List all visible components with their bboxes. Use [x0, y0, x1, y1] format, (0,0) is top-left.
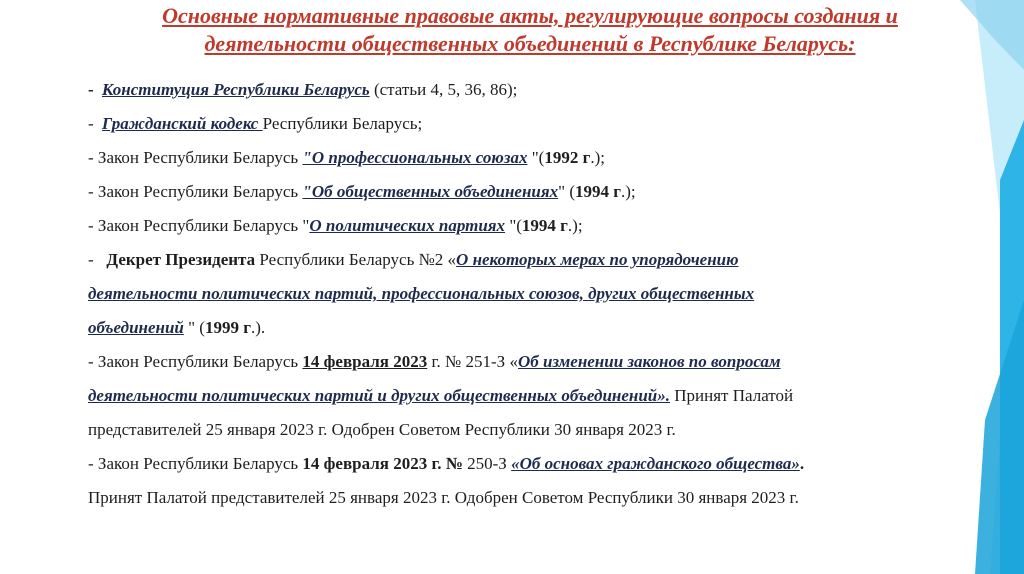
list-item-decree-line-1	[88, 250, 988, 284]
list-item-political-parties-law	[88, 216, 988, 250]
title-line-2: деятельности общественных объединений в Республике Беларусь:	[204, 31, 856, 56]
act-prefix: Республики Беларусь №2 «	[255, 250, 457, 269]
act-name-part-2: деятельности политических партий и других общественных объединений».	[88, 386, 671, 405]
act-end: .).	[250, 318, 266, 337]
list-item-law-251-line-2	[88, 386, 988, 420]
list-item-law-250-line-1	[88, 454, 988, 488]
list-dash: -	[88, 250, 94, 269]
act-end: .);	[620, 182, 636, 201]
list-item-decree-line-3	[88, 318, 988, 352]
list-dash: -	[88, 454, 94, 473]
list-dash: -	[88, 216, 94, 235]
act-adoption-details: представителей 25 января 2023 г. Одобрен Советом Республики 30 января 2023 г.	[88, 420, 676, 439]
act-name: О политических партиях	[309, 216, 506, 235]
act-end: .	[799, 454, 805, 473]
act-adoption-details: Принят Палатой представителей 25 января 2023 г. Одобрен Советом Республики 30 января 2023 г.	[88, 488, 799, 507]
act-details: Республики Беларусь;	[262, 114, 423, 133]
act-prefix: Закон Республики Беларусь	[93, 182, 303, 201]
act-year: 1992 г	[544, 148, 591, 167]
act-sep: " (	[558, 182, 575, 201]
act-prefix: Закон Республики Беларусь "	[93, 216, 310, 235]
act-sep: "(	[505, 216, 522, 235]
act-prefix: Закон Республики Беларусь	[93, 352, 303, 371]
act-name: Гражданский кодекс	[101, 114, 263, 133]
act-details: (статьи 4, 5, 36, 86);	[369, 80, 518, 99]
act-number: г. № 251-З «	[427, 352, 518, 371]
list-dash: -	[88, 114, 94, 133]
act-prefix: Закон Республики Беларусь	[93, 454, 303, 473]
act-adoption: Принят Палатой	[670, 386, 794, 405]
list-item-civil-code	[88, 114, 988, 148]
list-dash: -	[88, 148, 94, 167]
act-year: 1994 г	[574, 182, 621, 201]
act-date: 14 февраля 2023	[302, 352, 428, 371]
list-item-public-associations-law	[88, 182, 988, 216]
act-name: Конституция Республики Беларусь	[101, 80, 370, 99]
act-end: .);	[590, 148, 605, 167]
acts-list	[88, 80, 988, 522]
act-end: .);	[567, 216, 583, 235]
act-name-part-3: объединений	[88, 318, 184, 337]
act-name: «Об основах гражданского общества»	[511, 454, 800, 473]
list-dash: -	[88, 80, 94, 99]
act-year: 1999 г	[204, 318, 251, 337]
title-line-1: Основные нормативные правовые акты, регулирующие вопросы создания и	[162, 3, 898, 28]
act-name: "Об общественных объединениях	[302, 182, 559, 201]
act-name-part-2: деятельности политических партий, профессиональных союзов, других общественных	[88, 284, 755, 303]
decree-label: Декрет Президента	[106, 250, 256, 269]
list-dash: -	[88, 352, 94, 371]
list-item-law-251-line-3	[88, 420, 988, 454]
act-number: 250-З	[462, 454, 512, 473]
act-sep: " (	[183, 318, 205, 337]
act-date: 14 февраля 2023 г. №	[302, 454, 463, 473]
act-year: 1994 г	[521, 216, 568, 235]
act-name-part-1: О некоторых мерах по упорядочению	[456, 250, 739, 269]
list-item-decree-line-2	[88, 284, 988, 318]
list-item-constitution	[88, 80, 988, 114]
list-item-law-250-line-2	[88, 488, 988, 522]
list-item-law-251-line-1	[88, 352, 988, 386]
act-prefix: Закон Республики Беларусь	[93, 148, 303, 167]
act-name-part-1: Об изменении законов по вопросам	[517, 352, 781, 371]
act-name: "О профессиональных союзах	[302, 148, 528, 167]
list-item-trade-unions-law	[88, 148, 988, 182]
act-sep: "(	[527, 148, 545, 167]
list-dash: -	[88, 182, 94, 201]
slide-title	[70, 2, 990, 58]
